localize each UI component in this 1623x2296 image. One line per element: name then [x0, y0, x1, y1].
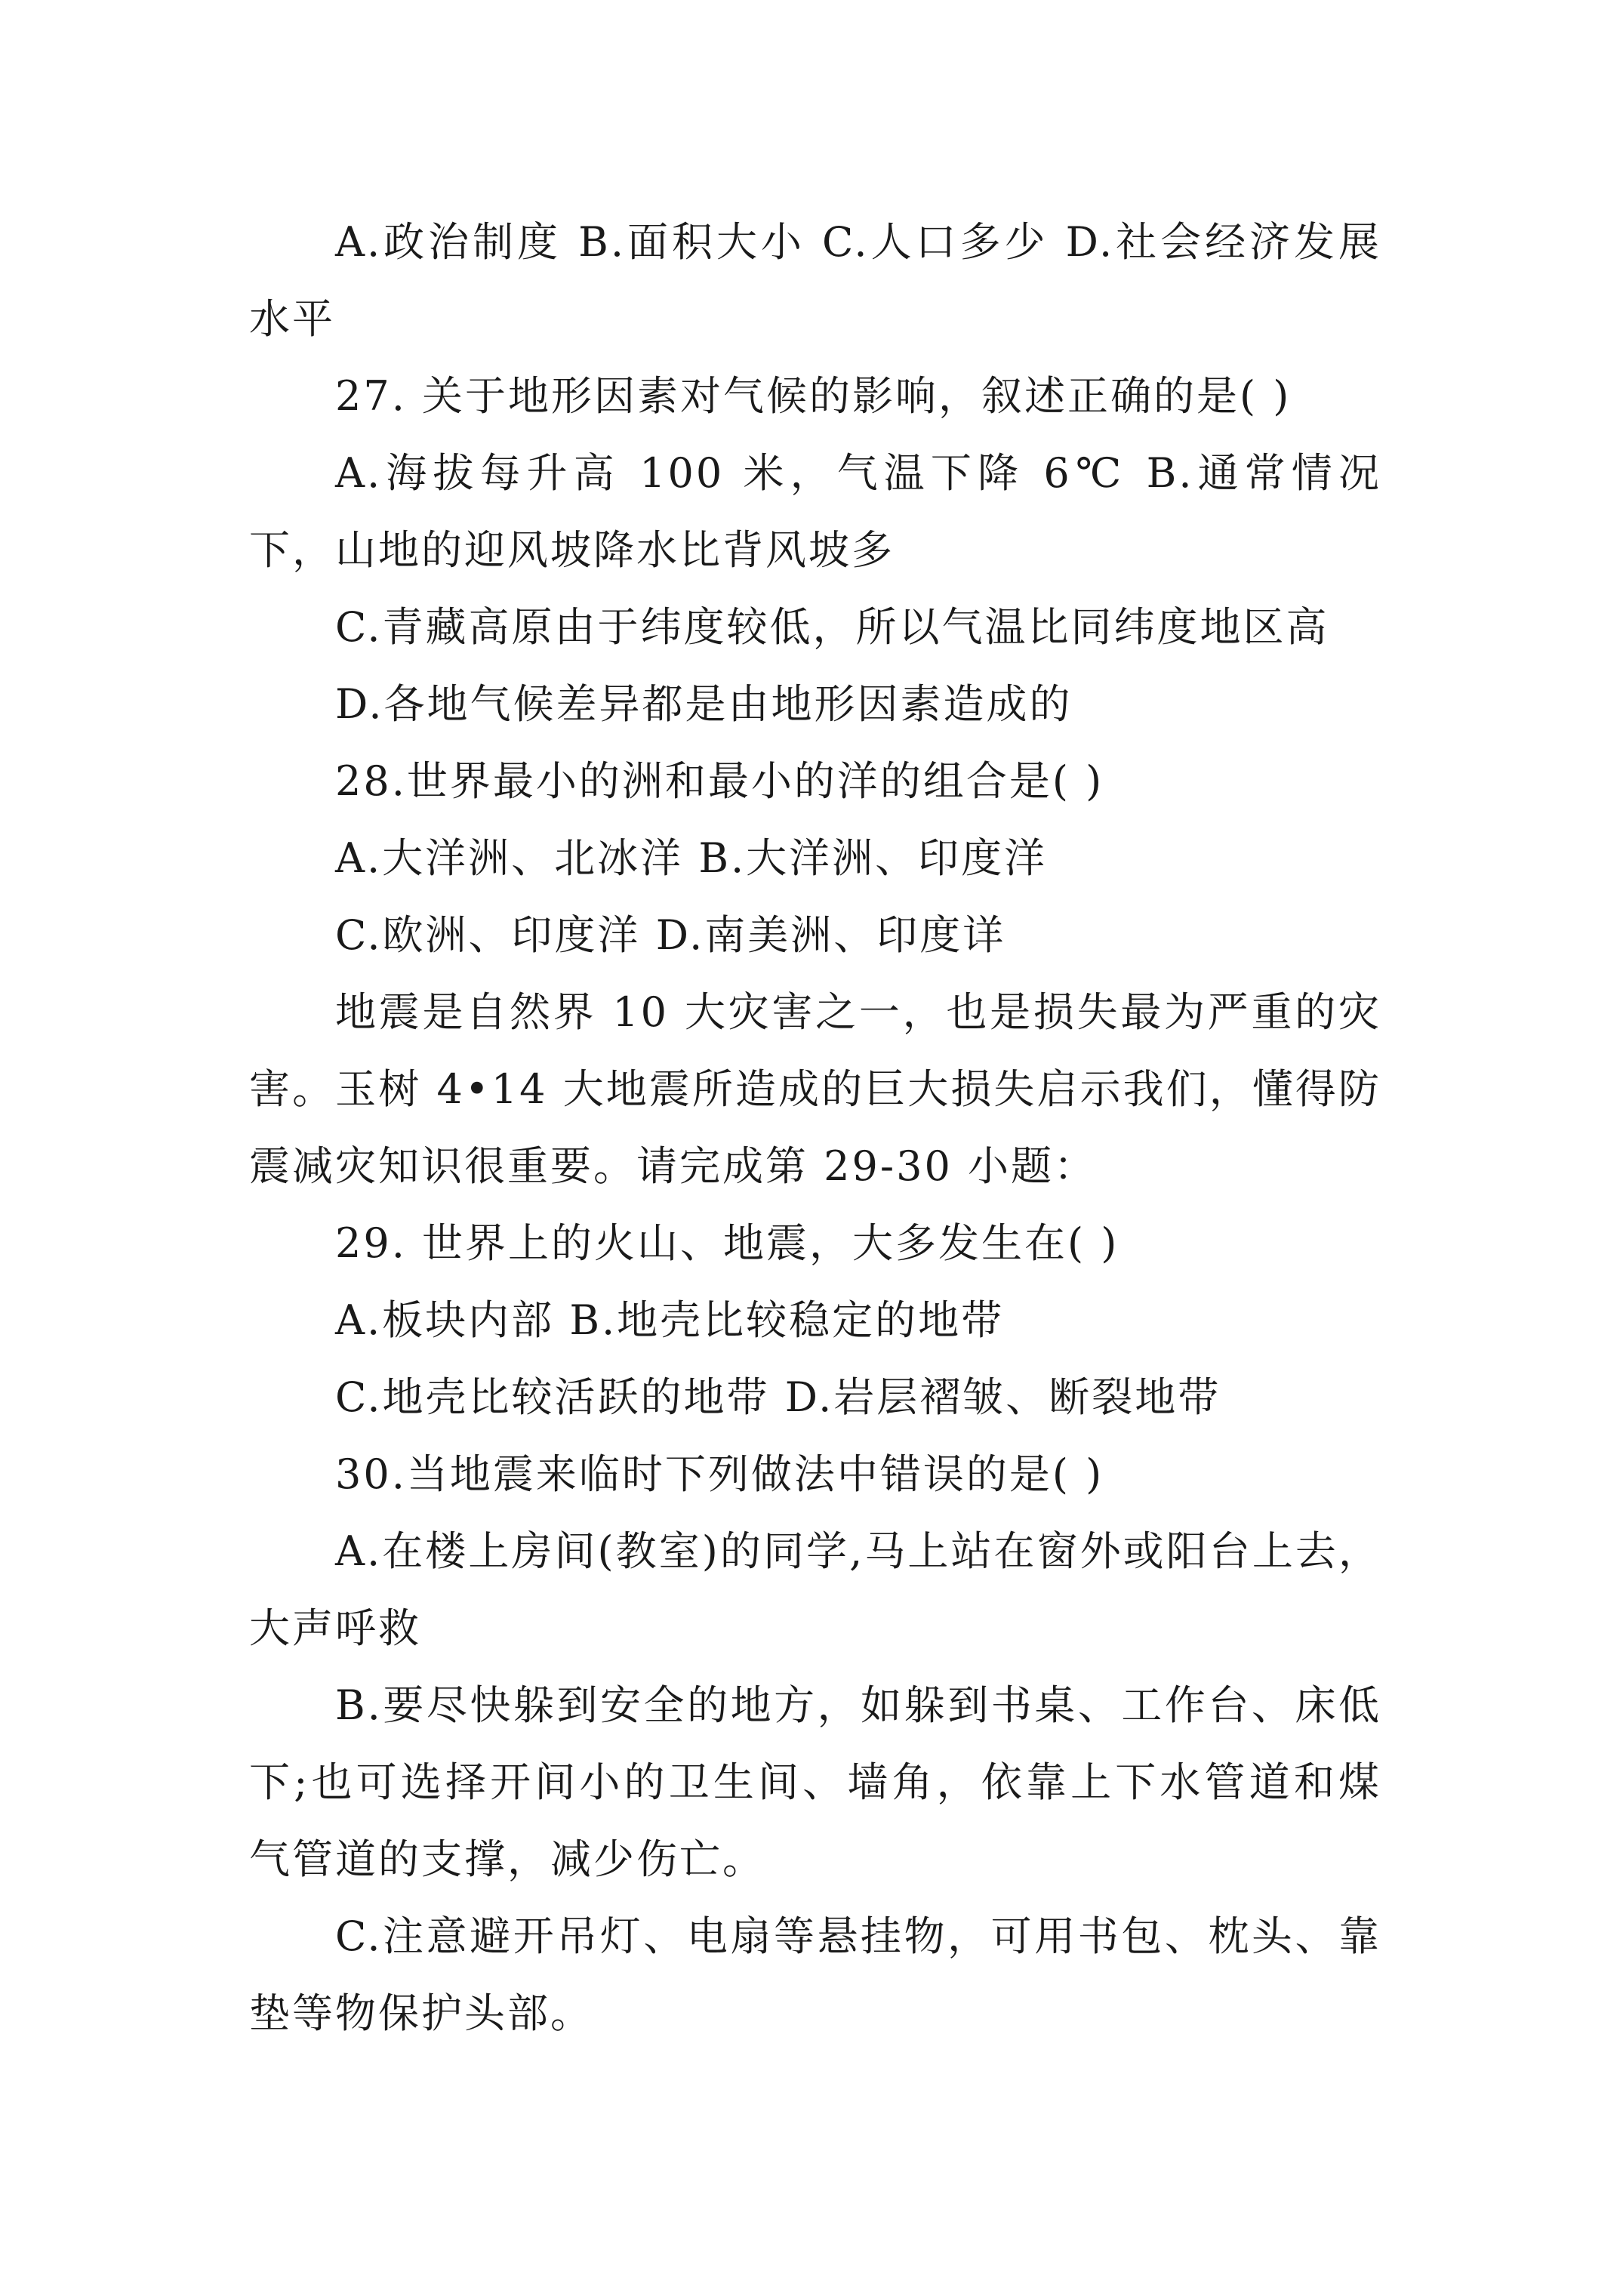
answer-options-q29-ab: A.板块内部 B.地壳比较稳定的地带 [335, 1296, 1005, 1344]
answer-options-q26: A.政治制度 B.面积大小 C.人口多少 D.社会经济发展水平 [249, 218, 1381, 343]
answer-options-q29-cd: C.地壳比较活跃的地带 D.岩层褶皱、断裂地带 [335, 1373, 1221, 1421]
answer-option-q30-a: A.在楼上房间(教室)的同学,马上站在窗外或阳台上去，大声呼救 [249, 1527, 1381, 1652]
question-29: 29. 世界上的火山、地震，大多发生在( ) [335, 1219, 1119, 1267]
answer-options-q27-ab: A.海拔每升高 100 米，气温下降 6℃ B.通常情况下，山地的迎风坡降水比背风坡多 [249, 449, 1381, 574]
answer-option-q30-c: C.注意避开吊灯、电扇等悬挂物，可用书包、枕头、靠垫等物保护头部。 [249, 1912, 1381, 2037]
answer-option-q30-b: B.要尽快躲到安全的地方，如躲到书桌、工作台、床低下;也可选择开间小的卫生间、墙角，依靠上下水管道和煤气管道的支撑，减少伤亡。 [249, 1681, 1381, 1883]
question-27: 27. 关于地形因素对气候的影响，叙述正确的是( ) [335, 372, 1292, 420]
earthquake-intro-paragraph: 地震是自然界 10 大灾害之一，也是损失最为严重的灾害。玉树 4•14 大地震所造成的巨大损失启示我们，懂得防震减灾知识很重要。请完成第 29-30 小题： [249, 988, 1381, 1190]
document-body [249, 204, 1381, 2052]
answer-options-q28-ab: A.大洋洲、北冰洋 B.大洋洲、印度洋 [335, 834, 1048, 882]
answer-option-q27-c: C.青藏高原由于纬度较低，所以气温比同纬度地区高 [335, 603, 1329, 651]
question-28: 28.世界最小的洲和最小的洋的组合是( ) [335, 757, 1104, 805]
answer-option-q27-d: D.各地气候差异都是由地形因素造成的 [335, 680, 1073, 728]
answer-options-q28-cd: C.欧洲、印度洋 D.南美洲、印度详 [335, 911, 1006, 959]
question-30: 30.当地震来临时下列做法中错误的是( ) [335, 1450, 1104, 1498]
